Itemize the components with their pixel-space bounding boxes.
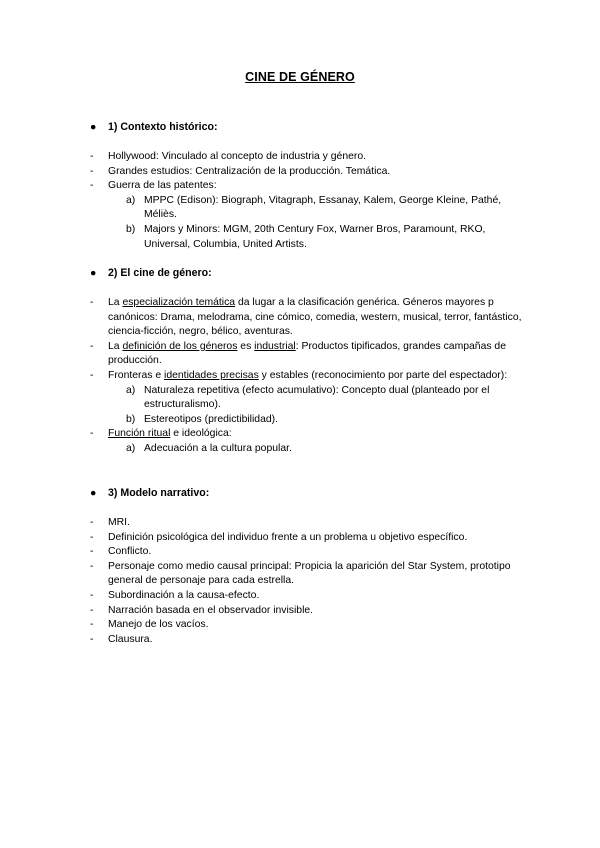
section3-list: [90, 516, 530, 647]
section1-list: [90, 150, 530, 252]
dash-icon: -: [90, 428, 94, 440]
dash-icon: -: [90, 531, 94, 543]
list-item: - Subordinación a la causa-efecto.: [90, 589, 530, 604]
list-item: - Función ritual e ideológica:: [90, 427, 530, 442]
bullet-icon: ●: [90, 267, 97, 279]
list-item: - La definición de los géneros es industrial: Productos tipificados, grandes campañas de producción.: [90, 340, 506, 367]
sub-list-item: a) Adecuación a la cultura popular.: [126, 442, 292, 454]
dash-icon: -: [90, 546, 94, 558]
section-heading-text: 1) Contexto histórico:: [108, 121, 218, 133]
list-item: - Personaje como medio causal principal: Propicia la aparición del Star System, prototipo general de personaje para cada estrella.: [90, 560, 511, 587]
section-heading-text: 2) El cine de género:: [108, 267, 212, 279]
dash-icon: -: [90, 297, 94, 308]
list-item: - Guerra de las patentes:: [90, 179, 530, 194]
dash-icon: -: [90, 633, 94, 645]
section2-list: [90, 296, 530, 457]
list-item: - Hollywood: Vinculado al concepto de industria y género.: [90, 150, 530, 165]
section-heading-modelo-narrativo: [90, 487, 209, 499]
list-item: - MRI.: [90, 516, 530, 531]
document-title: CINE DE GÉNERO: [245, 70, 355, 84]
dash-icon: -: [90, 165, 94, 177]
bullet-icon: ●: [90, 121, 97, 133]
list-item: - Fronteras e identidades precisas y estables (reconocimiento por parte del espectador):: [90, 369, 530, 384]
list-item: - La especialización temática da lugar a la clasificación genérica. Géneros mayores p canónicos: Drama, melodrama, cine cómico, comedia, western, musical, terror, fantástico, ciencia-ficción, negro, bélico, aventuras.: [90, 297, 522, 338]
dash-icon: -: [90, 340, 94, 352]
dash-icon: -: [90, 604, 94, 616]
bullet-icon: ●: [90, 487, 97, 499]
list-item: - Manejo de los vacíos.: [90, 618, 530, 633]
sub-list-item: a) Naturaleza repetitiva (efecto acumulativo): Concepto dual (planteado por el estructuralismo).: [126, 384, 490, 411]
section-heading-cine-genero: [90, 267, 212, 279]
list-item: - Grandes estudios: Centralización de la producción. Temática.: [90, 165, 530, 180]
dash-icon: -: [90, 180, 94, 192]
sub-list-item: b) Estereotipos (predictibilidad).: [126, 413, 278, 425]
dash-icon: -: [90, 589, 94, 601]
dash-icon: -: [90, 619, 94, 631]
dash-icon: -: [90, 369, 94, 381]
section-heading-contexto: [90, 121, 217, 133]
dash-icon: -: [90, 151, 94, 162]
list-item: - Definición psicológica del individuo frente a un problema u objetivo específico.: [90, 531, 530, 546]
list-item: - Conflicto.: [90, 545, 530, 560]
dash-icon: -: [90, 560, 94, 572]
dash-icon: -: [90, 517, 94, 528]
sub-list-item: a) MPPC (Edison): Biograph, Vitagraph, Essanay, Kalem, George Kleine, Pathé, Méliès.: [126, 194, 502, 221]
list-item: - Narración basada en el observador invisible.: [90, 604, 530, 619]
list-item: - Clausura.: [90, 633, 530, 648]
section-heading-text: 3) Modelo narrativo:: [108, 487, 210, 499]
sub-list-item: b) Majors y Minors: MGM, 20th Century Fox, Warner Bros, Paramount, RKO, Universal, Columbia, United Artists.: [126, 223, 486, 250]
